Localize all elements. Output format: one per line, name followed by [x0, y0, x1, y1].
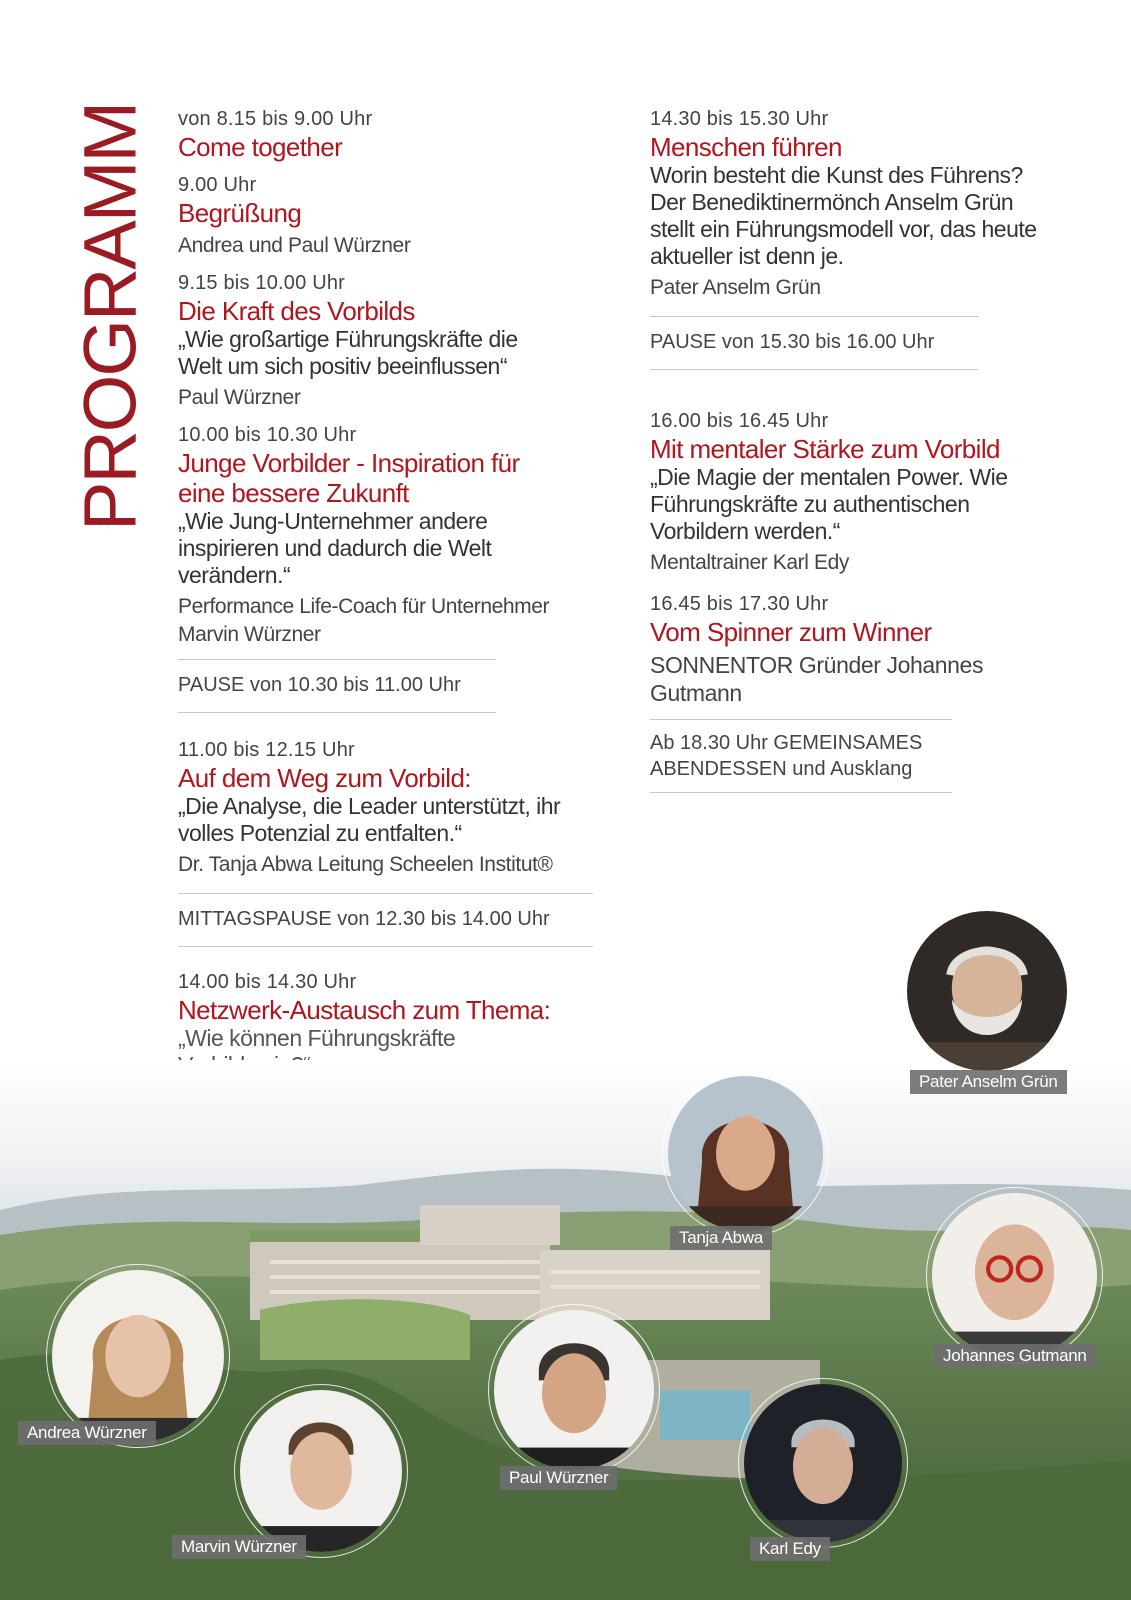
divider [650, 719, 952, 720]
label-marvin-wuerzner: Marvin Würzner [172, 1535, 306, 1559]
label-anselm-gruen: Pater Anselm Grün [910, 1070, 1067, 1094]
agenda-item-junge-vorbilder [178, 422, 603, 649]
schedule-right-column [650, 106, 1090, 803]
item-speaker: SONNENTOR Gründer Johannes Gutmann [650, 652, 984, 706]
item-description: Worin besteht die Kunst des Führens? Der Benediktinermönch Anselm Grün stellt ein Führungsmodell vor, das heute aktueller ist denn je. [650, 162, 1037, 269]
portrait-ring [662, 1070, 829, 1237]
portrait-ring [234, 1384, 408, 1558]
item-title: Mit mentaler Stärke zum Vorbild [650, 434, 1000, 464]
item-time: 11.00 bis 12.15 Uhr [178, 739, 355, 761]
agenda-item-come-together [178, 106, 603, 162]
pause-1: PAUSE von 10.30 bis 11.00 Uhr [178, 674, 461, 696]
divider [650, 792, 952, 793]
agenda-item-spinner-winner [650, 591, 1090, 707]
item-time: 10.00 bis 10.30 Uhr [178, 424, 357, 446]
portrait-anselm-gruen [907, 911, 1067, 1071]
divider [650, 369, 978, 370]
item-title: Begrüßung [178, 198, 302, 228]
vertical-heading [68, 103, 152, 531]
item-description: „Wie Jung-Unternehmer andere inspirieren und dadurch die Welt verändern.“ [178, 508, 492, 588]
item-description: „Wie großartige Führungskräfte die Welt um sich positiv beeinflussen“ [178, 326, 518, 379]
item-time: 16.00 bis 16.45 Uhr [650, 410, 829, 432]
item-time: 16.45 bis 17.30 Uhr [650, 593, 829, 615]
item-time: von 8.15 bis 9.00 Uhr [178, 108, 373, 130]
item-time: 9.15 bis 10.00 Uhr [178, 272, 346, 294]
item-speaker: Dr. Tanja Abwa Leitung Scheelen Institut® [178, 853, 553, 876]
item-speaker: Paul Würzner [178, 386, 301, 409]
closing-dinner: Ab 18.30 Uhr GEMEINSAMES ABENDESSEN und Ausklang [650, 732, 923, 780]
item-title: Menschen führen [650, 132, 842, 162]
item-title: Vom Spinner zum Winner [650, 617, 932, 647]
agenda-item-begruessung [178, 172, 603, 260]
item-speaker: Pater Anselm Grün [650, 276, 821, 299]
portrait-marvin-wuerzner [240, 1390, 402, 1552]
label-tanja-abwa: Tanja Abwa [670, 1226, 772, 1250]
item-title: Auf dem Weg zum Vorbild: [178, 763, 471, 793]
agenda-item-mentale-staerke [650, 408, 1090, 577]
item-time: 14.00 bis 14.30 Uhr [178, 971, 357, 993]
agenda-item-kraft-des-vorbilds [178, 270, 603, 412]
item-title: Junge Vorbilder - Inspiration für eine bessere Zukunft [178, 448, 520, 508]
agenda-item-menschen-fuehren [650, 106, 1090, 302]
item-description: „Wie können Führungskräfte [178, 1025, 456, 1051]
label-paul-wuerzner: Paul Würzner [500, 1466, 617, 1490]
divider [650, 316, 978, 317]
portrait-ring [901, 905, 1073, 1077]
item-title: Die Kraft des Vorbilds [178, 296, 415, 326]
label-karl-edy: Karl Edy [750, 1537, 830, 1561]
item-speaker: Performance Life-Coach für Unternehmer Marvin Würzner [178, 595, 550, 646]
item-speaker: Andrea und Paul Würzner [178, 234, 411, 257]
pause-afternoon: PAUSE von 15.30 bis 16.00 Uhr [650, 331, 935, 353]
portrait-ring [738, 1378, 908, 1548]
item-time: 9.00 Uhr [178, 174, 257, 196]
portrait-johannes-gutmann [932, 1193, 1097, 1358]
schedule-left-column [178, 106, 603, 1089]
divider [178, 712, 496, 713]
item-description: „Die Magie der mentalen Power. Wie Führungskräfte zu authentischen Vorbildern werden.“ [650, 464, 1008, 544]
portrait-andrea-wuerzner [52, 1270, 224, 1442]
item-title: Netzwerk-Austausch zum Thema: [178, 995, 551, 1025]
divider [178, 946, 593, 947]
label-johannes-gutmann: Johannes Gutmann [934, 1344, 1096, 1368]
divider [178, 659, 496, 660]
item-description: „Die Analyse, die Leader unterstützt, ihr volles Potenzial zu entfalten.“ [178, 793, 561, 846]
portrait-tanja-abwa [668, 1076, 823, 1231]
portrait-karl-edy [744, 1384, 902, 1542]
label-andrea-wuerzner: Andrea Würzner [18, 1421, 156, 1445]
item-speaker: Mentaltrainer Karl Edy [650, 551, 849, 574]
item-time: 14.30 bis 15.30 Uhr [650, 108, 829, 130]
portrait-ring [926, 1187, 1103, 1364]
portrait-paul-wuerzner [494, 1310, 654, 1470]
agenda-item-weg-zum-vorbild [178, 737, 603, 879]
programm-heading: PROGRAMM [68, 103, 152, 531]
portrait-ring [488, 1304, 660, 1476]
mittagspause: MITTAGSPAUSE von 12.30 bis 14.00 Uhr [178, 908, 550, 930]
item-title: Come together [178, 132, 343, 162]
divider [178, 893, 593, 894]
